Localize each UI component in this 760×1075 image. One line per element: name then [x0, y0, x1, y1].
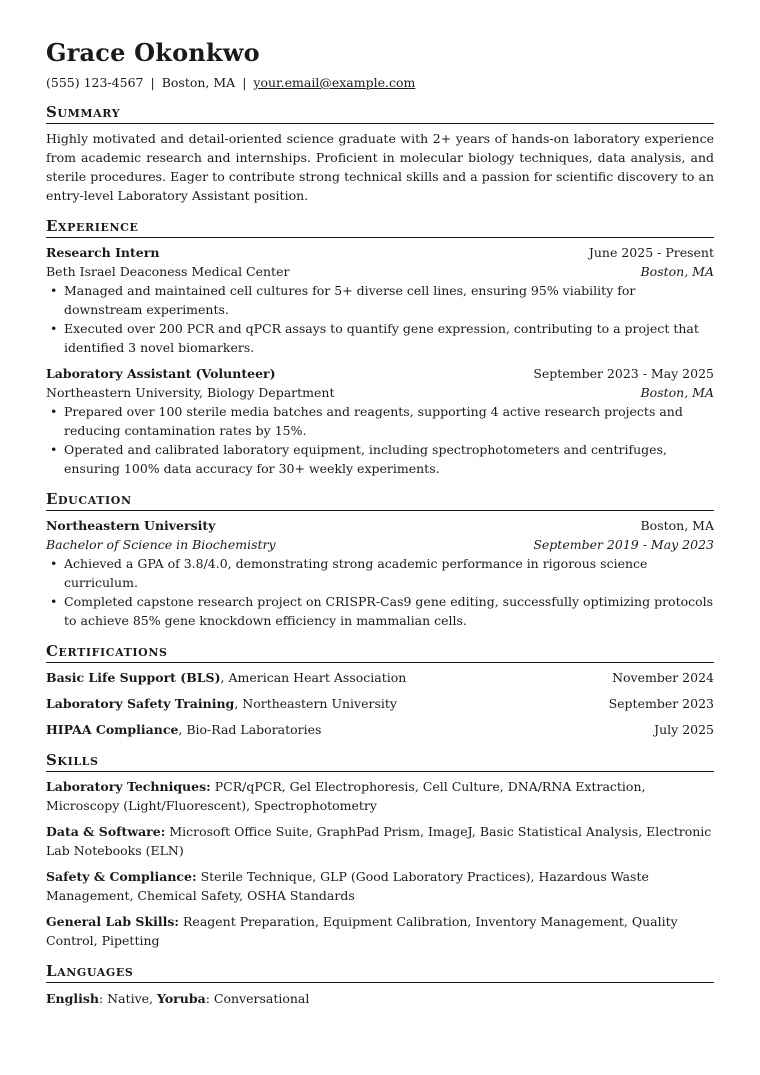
- certification-issuer: , American Heart Association: [220, 670, 407, 685]
- candidate-name: Grace Okonkwo: [46, 38, 260, 67]
- experience-entry: [46, 364, 714, 478]
- certification-name: HIPAA Compliance: [46, 722, 179, 737]
- skill-group: [46, 777, 714, 815]
- certification-text: [46, 694, 397, 713]
- skill-group: [46, 912, 714, 950]
- summary-text: Highly motivated and detail-oriented science graduate with 2+ years of hands-on laboratory experience from academic research and internships. Proficient in molecular biology techniques, data analysis, and sterile procedures. Eager to contribute strong technical skills and a passion for scientific discovery to an entry-level Laboratory Assistant position.: [46, 131, 714, 203]
- language-level: : Conversational: [205, 991, 310, 1006]
- languages-line: [46, 989, 714, 1008]
- skill-label: Data & Software:: [46, 824, 166, 839]
- bullet-item: • Executed over 200 PCR and qPCR assays to quantify gene expression, contributing to a project that identified 3 novel biomarkers.: [64, 319, 714, 357]
- education-section: [46, 490, 714, 630]
- certifications-section: [46, 642, 714, 739]
- job-org-row: [46, 262, 714, 281]
- certification-name: Laboratory Safety Training: [46, 696, 235, 711]
- phone-number: (555) 123-4567: [46, 75, 144, 90]
- school-location: Boston, MA: [640, 518, 714, 533]
- section-heading-languages: Languages: [46, 962, 714, 983]
- experience-entry: [46, 243, 714, 357]
- contact-line: [46, 75, 714, 91]
- skill-group: [46, 822, 714, 860]
- certification-date: July 2025: [654, 722, 714, 737]
- experience-section: [46, 217, 714, 478]
- job-dates: June 2025 - Present: [588, 245, 714, 260]
- section-heading-experience: Experience: [46, 217, 714, 238]
- email-link[interactable]: your.email@example.com: [253, 75, 416, 90]
- language-level: : Native,: [98, 991, 157, 1006]
- certification-date: September 2023: [608, 696, 714, 711]
- contact-location: Boston, MA: [161, 75, 236, 90]
- skill-label: Safety & Compliance:: [46, 869, 197, 884]
- certification-text: [46, 668, 406, 687]
- job-role: Research Intern: [46, 245, 160, 260]
- certification-item: [46, 720, 714, 739]
- certification-issuer: , Bio-Rad Laboratories: [178, 722, 322, 737]
- certification-item: [46, 694, 714, 713]
- skills-list: [46, 777, 714, 950]
- job-bullets: [46, 281, 714, 357]
- certification-list: [46, 668, 714, 739]
- bullet-item: • Prepared over 100 sterile media batches and reagents, supporting 4 active research projects and reducing contamination rates by 15%.: [64, 402, 714, 440]
- job-bullets: [46, 402, 714, 478]
- bullet-item: • Managed and maintained cell cultures for 5+ diverse cell lines, ensuring 95% viability for downstream experiments.: [64, 281, 714, 319]
- certification-name: Basic Life Support (BLS): [46, 670, 221, 685]
- section-heading-certifications: Certifications: [46, 642, 714, 663]
- certification-issuer: , Northeastern University: [234, 696, 397, 711]
- section-heading-education: Education: [46, 490, 714, 511]
- job-organization: Beth Israel Deaconess Medical Center: [46, 264, 290, 279]
- job-organization: Northeastern University, Biology Department: [46, 385, 335, 400]
- skill-text: PCR/qPCR, Gel Electrophoresis, Cell Culture, DNA/RNA Extraction, Microscopy (Light/Fluorescent), Spectrophotometry: [46, 779, 646, 813]
- bullet-item: • Completed capstone research project on CRISPR-Cas9 gene editing, successfully optimizing protocols to achieve 85% gene knockdown efficiency in mammalian cells.: [64, 592, 714, 630]
- section-heading-summary: Summary: [46, 103, 714, 124]
- certification-item: [46, 668, 714, 687]
- bullet-item: • Achieved a GPA of 3.8/4.0, demonstrating strong academic performance in rigorous science curriculum.: [64, 554, 714, 592]
- school-name: Northeastern University: [46, 518, 216, 533]
- contact-separator: |: [150, 75, 155, 90]
- education-bullets: [46, 554, 714, 630]
- section-heading-skills: Skills: [46, 751, 714, 772]
- job-role: Laboratory Assistant (Volunteer): [46, 366, 276, 381]
- job-org-row: [46, 383, 714, 402]
- job-title-row: [46, 364, 714, 383]
- skill-text: Sterile Technique, GLP (Good Laboratory Practices), Hazardous Waste Management, Chemical Safety, OSHA Standards: [46, 869, 649, 903]
- job-location: Boston, MA: [640, 385, 714, 400]
- certification-text: [46, 720, 321, 739]
- languages-section: [46, 962, 714, 1008]
- degree-name: Bachelor of Science in Biochemistry: [46, 537, 276, 552]
- job-title-row: [46, 243, 714, 262]
- job-dates: September 2023 - May 2025: [533, 366, 714, 381]
- school-row: [46, 516, 714, 535]
- skill-label: Laboratory Techniques:: [46, 779, 211, 794]
- degree-row: [46, 535, 714, 554]
- language-name: Yoruba: [157, 991, 206, 1006]
- certification-date: November 2024: [612, 670, 714, 685]
- skill-text: Microsoft Office Suite, GraphPad Prism, ImageJ, Basic Statistical Analysis, Electronic Lab Notebooks (ELN): [46, 824, 712, 858]
- skills-section: [46, 751, 714, 950]
- bullet-item: • Operated and calibrated laboratory equipment, including spectrophotometers and centrifuges, ensuring 100% data accuracy for 30+ weekly experiments.: [64, 440, 714, 478]
- job-location: Boston, MA: [640, 264, 714, 279]
- contact-separator: |: [242, 75, 247, 90]
- summary-section: [46, 103, 714, 205]
- skill-text: Reagent Preparation, Equipment Calibration, Inventory Management, Quality Control, Pipetting: [46, 914, 678, 948]
- language-name: English: [46, 991, 99, 1006]
- education-entry: [46, 516, 714, 630]
- degree-dates: September 2019 - May 2023: [533, 537, 714, 552]
- skill-label: General Lab Skills:: [46, 914, 180, 929]
- skill-group: [46, 867, 714, 905]
